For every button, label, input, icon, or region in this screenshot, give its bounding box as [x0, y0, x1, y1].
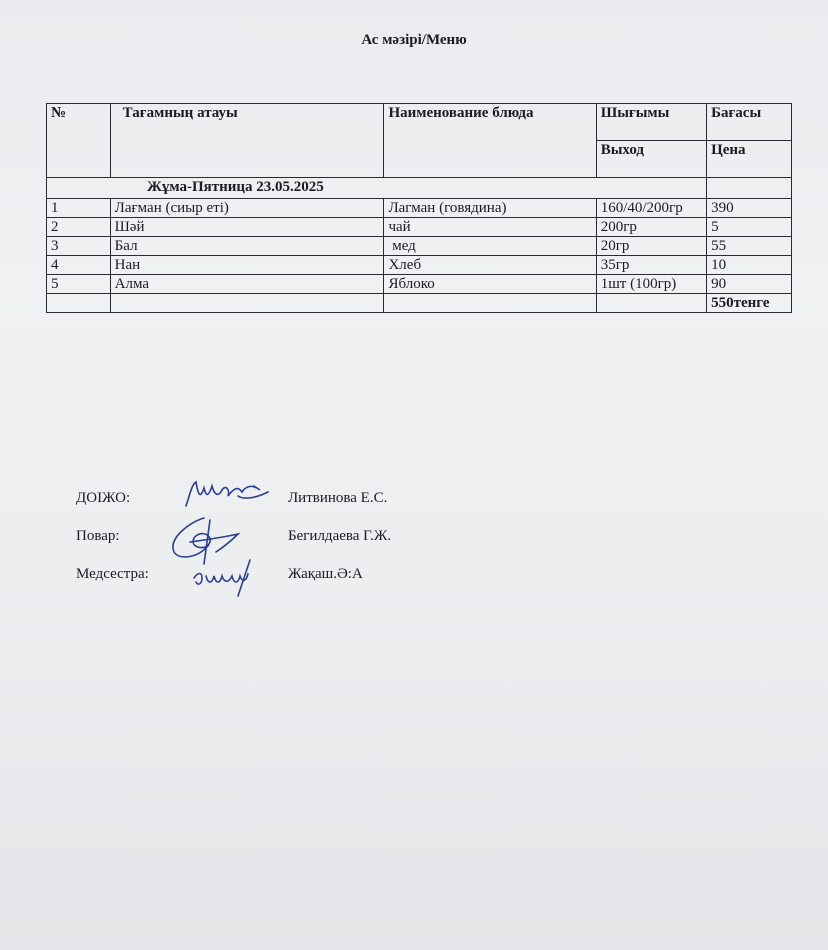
day-row — [47, 178, 792, 199]
row-price: 5 — [707, 218, 792, 237]
signature-row-cook — [76, 528, 576, 566]
header-output-ru: Выход — [596, 141, 706, 178]
menu-table — [46, 103, 792, 313]
row-number: 4 — [47, 256, 111, 275]
table-header-row — [47, 104, 792, 141]
signature-row-director — [76, 490, 576, 528]
row-name-kz: Шәй — [110, 218, 384, 237]
row-number: 3 — [47, 237, 111, 256]
signature-name: Бегилдаева Г.Ж. — [288, 528, 392, 544]
total-empty-cell — [384, 294, 596, 313]
row-price: 90 — [707, 275, 792, 294]
handwritten-signature — [180, 476, 272, 516]
row-output: 200гр — [596, 218, 706, 237]
handwritten-signature — [188, 554, 266, 598]
total-empty-cell — [110, 294, 384, 313]
signature-role: Медсестра: — [76, 566, 149, 582]
header-number: № — [47, 104, 111, 178]
row-number: 1 — [47, 199, 111, 218]
table-row — [47, 256, 792, 275]
table-row — [47, 218, 792, 237]
total-empty-cell — [47, 294, 111, 313]
row-name-ru: Лагман (говядина) — [384, 199, 596, 218]
table-row — [47, 237, 792, 256]
table-row — [47, 275, 792, 294]
row-price: 55 — [707, 237, 792, 256]
signature-role: ДОІЖО: — [76, 490, 131, 506]
signature-block — [76, 490, 576, 604]
row-name-ru: мед — [384, 237, 596, 256]
row-number: 5 — [47, 275, 111, 294]
total-row — [47, 294, 792, 313]
row-output: 35гр — [596, 256, 706, 275]
total-price: 550тенге — [707, 294, 792, 313]
row-output: 1шт (100гр) — [596, 275, 706, 294]
row-output: 20гр — [596, 237, 706, 256]
table-row — [47, 199, 792, 218]
row-name-kz: Бал — [110, 237, 384, 256]
row-name-kz: Алма — [110, 275, 384, 294]
header-name-ru: Наименование блюда — [384, 104, 596, 178]
day-label: Жұма-Пятница 23.05.2025 — [47, 178, 707, 199]
row-name-ru: Хлеб — [384, 256, 596, 275]
row-price: 10 — [707, 256, 792, 275]
row-name-kz: Нан — [110, 256, 384, 275]
signature-row-nurse — [76, 566, 576, 604]
header-price-ru: Цена — [707, 141, 792, 178]
signature-name: Жақаш.Ә:А — [288, 566, 363, 582]
row-output: 160/40/200гр — [596, 199, 706, 218]
document-title: Ас мәзірі/Меню — [361, 32, 467, 48]
signature-name: Литвинова Е.С. — [288, 490, 388, 506]
row-name-ru: Яблоко — [384, 275, 596, 294]
header-output-kz: Шығымы — [596, 104, 706, 141]
row-price: 390 — [707, 199, 792, 218]
day-price-cell — [707, 178, 792, 199]
signature-role: Повар: — [76, 528, 120, 544]
header-price-kz: Бағасы — [707, 104, 792, 141]
row-name-ru: чай — [384, 218, 596, 237]
row-name-kz: Лағман (сиыр еті) — [110, 199, 384, 218]
row-number: 2 — [47, 218, 111, 237]
total-empty-cell — [596, 294, 706, 313]
header-name-kz: Тағамның атауы — [110, 104, 384, 178]
